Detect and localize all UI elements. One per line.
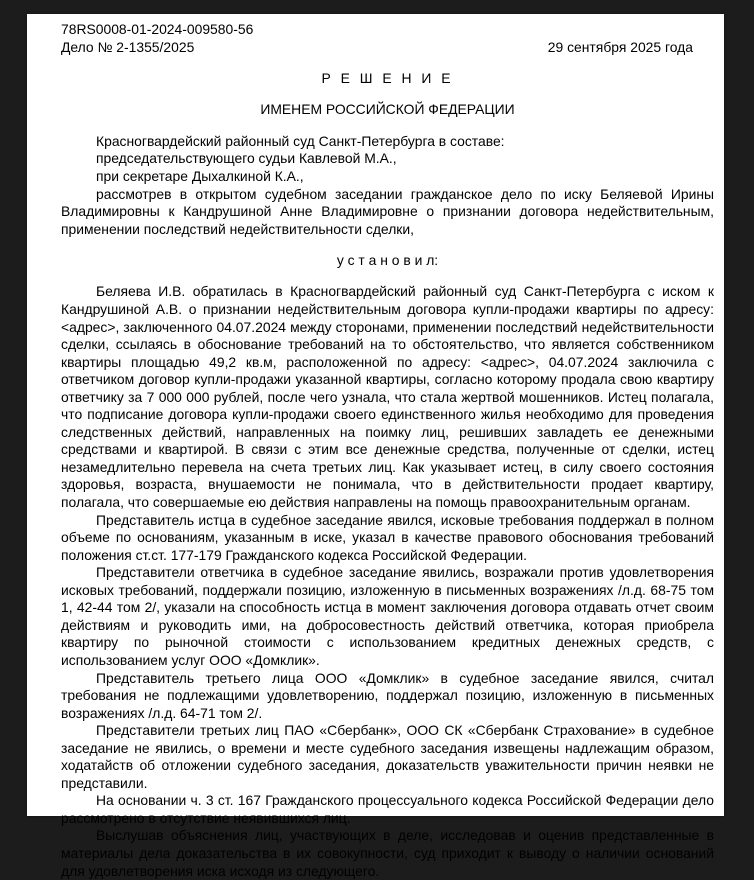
case-code: 78RS0008-01-2024-009580-56 (61, 21, 254, 37)
case-header-row (61, 39, 714, 57)
third-party-domclick-paragraph: Представитель третьего лица ООО «Домклик» в судебное заседание явился, считал требования не подлежащими удовлетворению, поддержал позицию, изложенную в письменных возражениях /л.д. 64-71 том 2/. (61, 669, 714, 721)
procedural-basis-paragraph: На основании ч. 3 ст. 167 Гражданского процессуального кодекса Российской Федерации дело рассмотрено в отсутствие неявившихся лиц. (61, 792, 714, 826)
document-content (61, 21, 714, 880)
decision-date: 29 сентября 2025 года (547, 38, 693, 55)
case-number: Дело № 2-1355/2025 (61, 38, 195, 55)
established-heading: у с т а н о в и л: (336, 252, 439, 269)
third-parties-sberbank-paragraph: Представители третьих лиц ПАО «Сбербанк», ООО СК «Сбербанк Страхование» в судебное заседание не явились, о времени и месте судебного заседания извещены надлежащим образом, ходатайств об отложении судебного заседания, доказательств уважительности причин неявки не представили. (61, 722, 714, 791)
document-title: Р Е Ш Е Н И Е (321, 69, 454, 86)
claim-paragraph: Беляева И.В. обратилась в Красногвардейский районный суд Санкт-Петербурга с иском к Кандрушиной А.В. о признании недействительным договора купли-продажи квартиры по адресу: <адрес>, заключенного 04.07.2024 между сторонами, применении последствий недействительности сделки, ссылаясь в обоснование требований на то обстоятельство, что является собственником квартиры площадью 49,2 кв.м, расположенной по адресу: <адрес>, 04.07.2024 заключила с ответчиком договор купли-продажи указанной квартиры, согласно которому продала свою квартиру ответчику за 7 000 000 рублей, после чего узнала, что стала жертвой мошенников. Истец полагала, что подписание договора купли-продажи своего единственного жилья необходимо для проведения следственных действий, направленных на поимку лиц, решивших завладеть ее денежными средствами и квартирой. В связи с этим все денежные средства, полученные от сделки, истец незамедлительно перевела на счета третьих лиц. Как указывает истец, в силу своего состояния здоровья, возраста, внушаемости не понимала, что в действительности продает квартиру, полагала, что совершаемые ею действия направлены на помощь правоохранительным органам. (61, 283, 714, 511)
court-line: Красногвардейский районный суд Санкт-Петербурга в составе: (96, 132, 505, 149)
judge-line: председательствующего судьи Кавлевой М.А., (96, 150, 397, 167)
plaintiff-representative-paragraph: Представитель истца в судебное заседание явился, исковые требования поддержал в полном объеме по основаниям, указанным в иске, указал в качестве правового обоснования требований положения ст.ст. 177-179 Гражданского кодекса Российской Федерации. (61, 511, 714, 563)
defendant-representatives-paragraph: Представители ответчика в судебное заседание явились, возражали против удовлетворения исковых требований, поддержали позицию, изложенную в письменных возражениях /л.д. 68-75 том 1, 42-44 том 2/, указали на способность истца в момент заключения договора отдавать отчет своим действиям и руководить ими, на добросовестность действий ответчика, которая приобрела квартиру по рыночной стоимости с использованием кредитных денежных средств, с использованием услуг ООО «Домклик». (61, 564, 714, 668)
document-page (27, 14, 724, 879)
court-assessment-paragraph: Выслушав объяснения лиц, участвующих в деле, исследовав и оценив представленные в материалы дела доказательства в их совокупности, суд приходит к выводу о наличии оснований для удовлетворения иска исходя из следующего. (61, 827, 714, 879)
document-subtitle: ИМЕНЕМ РОССИЙСКОЙ ФЕДЕРАЦИИ (260, 101, 515, 118)
considering-paragraph: рассмотрев в открытом судебном заседании гражданское дело по иску Беляевой Ирины Владимировны к Кандрушиной Анне Владимировне о признании договора недействительным, применении последствий недействительности сделки, (61, 185, 714, 237)
secretary-line: при секретаре Дыхалкиной К.А., (96, 167, 304, 184)
